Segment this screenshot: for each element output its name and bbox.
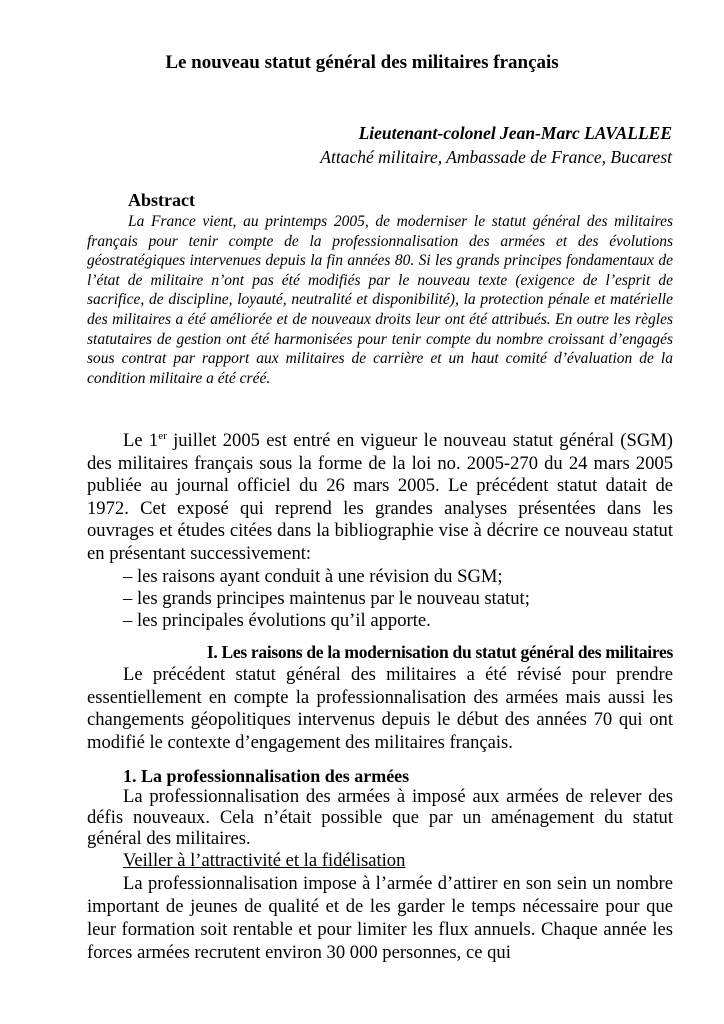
subsection-heading: 1. La professionnalisation des armées: [123, 766, 410, 786]
intro-list-item: – les raisons ayant conduit à une révision du SGM;: [123, 566, 503, 587]
subsection-paragraph: La professionnalisation des armées à imposé aux armées de relever des défis nouveaux. Cela n’était possible que par un aménagement du statut général des militaires.: [87, 786, 673, 849]
section-heading: I. Les raisons de la modernisation du statut général des militaires: [206, 642, 673, 662]
author-affiliation: Attaché militaire, Ambassade de France, Bucarest: [320, 147, 672, 167]
subsection-paragraph-2: La professionnalisation impose à l’armée d’attirer en son sein un nombre important de jeunes de qualité et de les garder le temps nécessaire pour que leur formation soit rentable et pour limiter les flux annuels. Chaque année les forces armées recrutent environ 30 000 personnes, ce qui: [87, 873, 673, 963]
intro-rest: juillet 2005 est entré en vigueur le nouveau statut général (SGM) des militaires français sous la forme de la loi no. 2005-270 du 24 mars 2005 publiée au journal officiel du 26 mars 2005. Le précédent statut datait de 1972. Cet exposé qui reprend les grandes analyses présentées dans les ouvrages et études citées dans la bibliographie vise à décrire ce nouveau statut en présentant successivement:: [87, 430, 673, 564]
intro-list-item: – les grands principes maintenus par le nouveau statut;: [123, 588, 530, 609]
subsection-subheading: Veiller à l’attractivité et la fidélisation: [123, 850, 406, 871]
abstract-heading: Abstract: [128, 190, 195, 210]
document-title: Le nouveau statut général des militaires français: [165, 52, 559, 73]
author-name: Lieutenant-colonel Jean-Marc LAVALLEE: [358, 123, 672, 143]
intro-paragraph: [87, 430, 673, 566]
section-paragraph: Le précédent statut général des militaires a été révisé pour prendre essentiellement en compte la professionnalisation des armées mais aussi les changements géopolitiques intervenus depuis le début des années 70 qui ont modifié le contexte d’engagement des militaires français.: [87, 664, 673, 753]
intro-superscript: er: [158, 429, 167, 442]
abstract-text: La France vient, au printemps 2005, de moderniser le statut général des militaires français pour tenir compte de la professionnalisation des armées et des évolutions géostratégiques intervenues depuis la fin années 80. Si les grands principes fondamentaux de l’état de militaire n’ont pas été modifiés par le nouveau texte (exigence de l’esprit de sacrifice, de discipline, loyauté, neutralité et disponibilité), la protection pénale et matérielle des militaires a été améliorée et de nouveaux droits leur ont été attribués. En outre les règles statutaires de gestion ont été harmonisées pour tenir compte du nombre croissant d’engagés sous contrat par rapport aux militaires de carrière et un haut comité d’évaluation de la condition militaire a été créé.: [87, 213, 673, 387]
intro-lead: Le 1: [123, 430, 159, 451]
intro-list-item: – les principales évolutions qu’il apporte.: [123, 610, 431, 631]
